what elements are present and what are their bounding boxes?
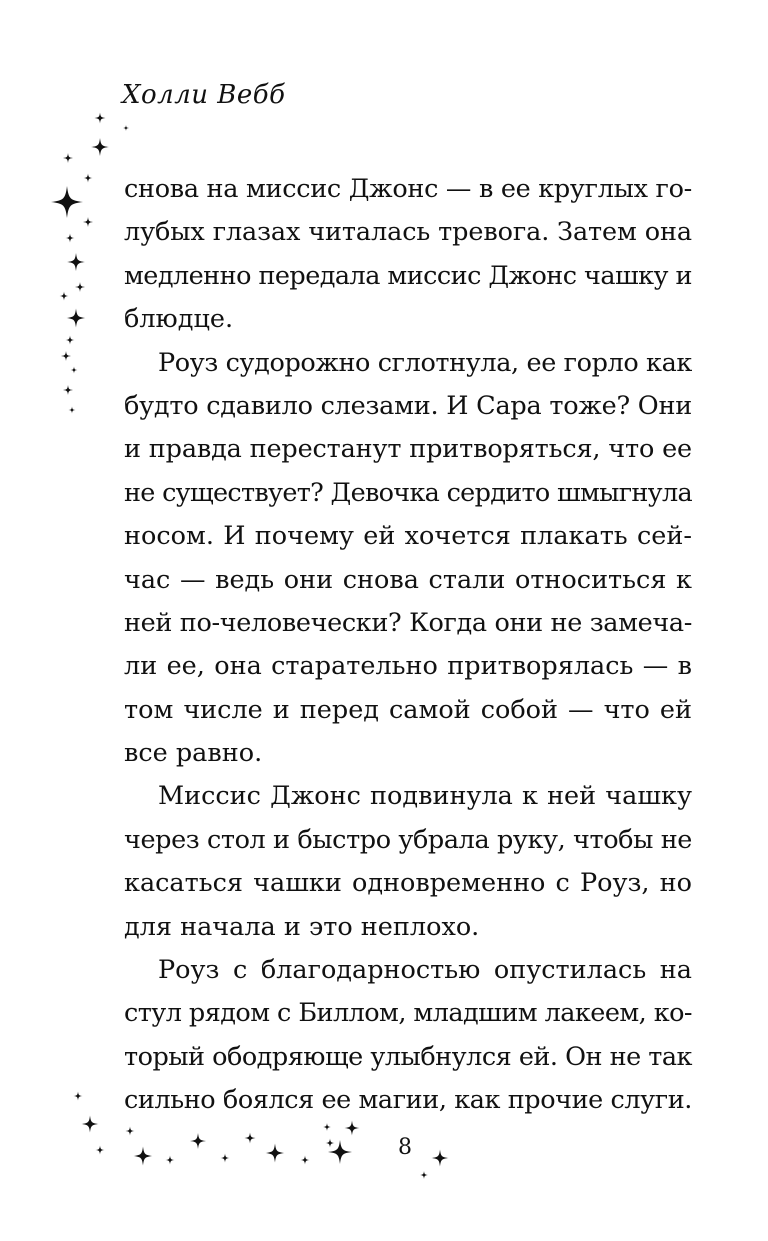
star-icon [190,1133,206,1149]
text-line: носом. И почему ей хочется плакать сей- [124,521,692,552]
star-icon [67,309,86,328]
star-icon [61,351,71,361]
star-icon [245,1133,256,1144]
star-icon [63,385,73,395]
star-icon [420,1171,428,1179]
star-icon [266,1144,285,1163]
text-line: торый ободряюще улыбнулся ей. Он не так [124,1041,692,1072]
text-line: том числе и перед самой собой — что ей [124,694,692,725]
text-line: для начала и это неплохо. [124,911,480,942]
text-line: сильно боялся ее магии, как прочие слуги. [124,1085,692,1116]
star-icon [96,1146,105,1155]
star-icon [326,1139,335,1148]
text-line: ли ее, она старательно притворялась — в [124,651,692,682]
star-icon [66,336,75,345]
star-icon [301,1156,310,1165]
text-line: Роуз судорожно сглотнула, ее горло как [158,347,692,378]
star-icon [91,138,109,156]
star-icon [95,113,106,124]
text-line: не существует? Девочка сердито шмыгнула [124,477,692,508]
text-line: ней по-человечески? Когда они не замеча- [124,607,692,638]
star-icon [69,407,76,414]
page-number: 8 [398,1135,412,1160]
text-line: блюдце. [124,304,234,335]
star-icon [82,1116,99,1133]
text-line: все равно. [124,738,263,769]
star-icon [74,1092,83,1101]
star-icon [123,125,129,131]
star-icon [83,217,93,227]
star-icon [84,174,93,183]
star-icon [71,367,78,374]
star-icon [134,1147,153,1166]
text-line: Миссис Джонс подвинула к ней чашку [158,781,692,812]
star-icon [345,1121,360,1136]
body-text [124,168,692,1123]
text-line: стул рядом с Биллом, младшим лакеем, ко- [124,998,692,1029]
star-icon [51,186,83,218]
text-line: медленно передала миссис Джонс чашку и [124,260,692,291]
text-line: Роуз с благодарностью опустилась на [158,955,692,986]
running-head: Холли Вебб [122,80,286,110]
star-icon [432,1150,449,1167]
star-icon [75,282,85,292]
star-icon [63,153,73,163]
star-icon [60,292,69,301]
star-icon [126,1127,135,1136]
text-line: будто сдавило слезами. И Сара тоже? Они [124,390,692,421]
star-icon [328,1140,352,1164]
star-icon [323,1123,331,1131]
text-line: час — ведь они снова стали относиться к [124,564,692,595]
star-icon [66,234,75,243]
text-line: через стол и быстро убрала руку, чтобы не [124,824,692,855]
star-icon [67,253,85,271]
star-icon [166,1156,175,1165]
text-line: и правда перестанут притворяться, что ее [124,434,692,465]
text-line: касаться чашки одновременно с Роуз, но [124,868,692,899]
star-icon [221,1154,230,1163]
text-line: лубых глазах читалась тревога. Затем она [124,217,692,248]
text-line: снова на миссис Джонс — в ее круглых го- [124,174,692,204]
